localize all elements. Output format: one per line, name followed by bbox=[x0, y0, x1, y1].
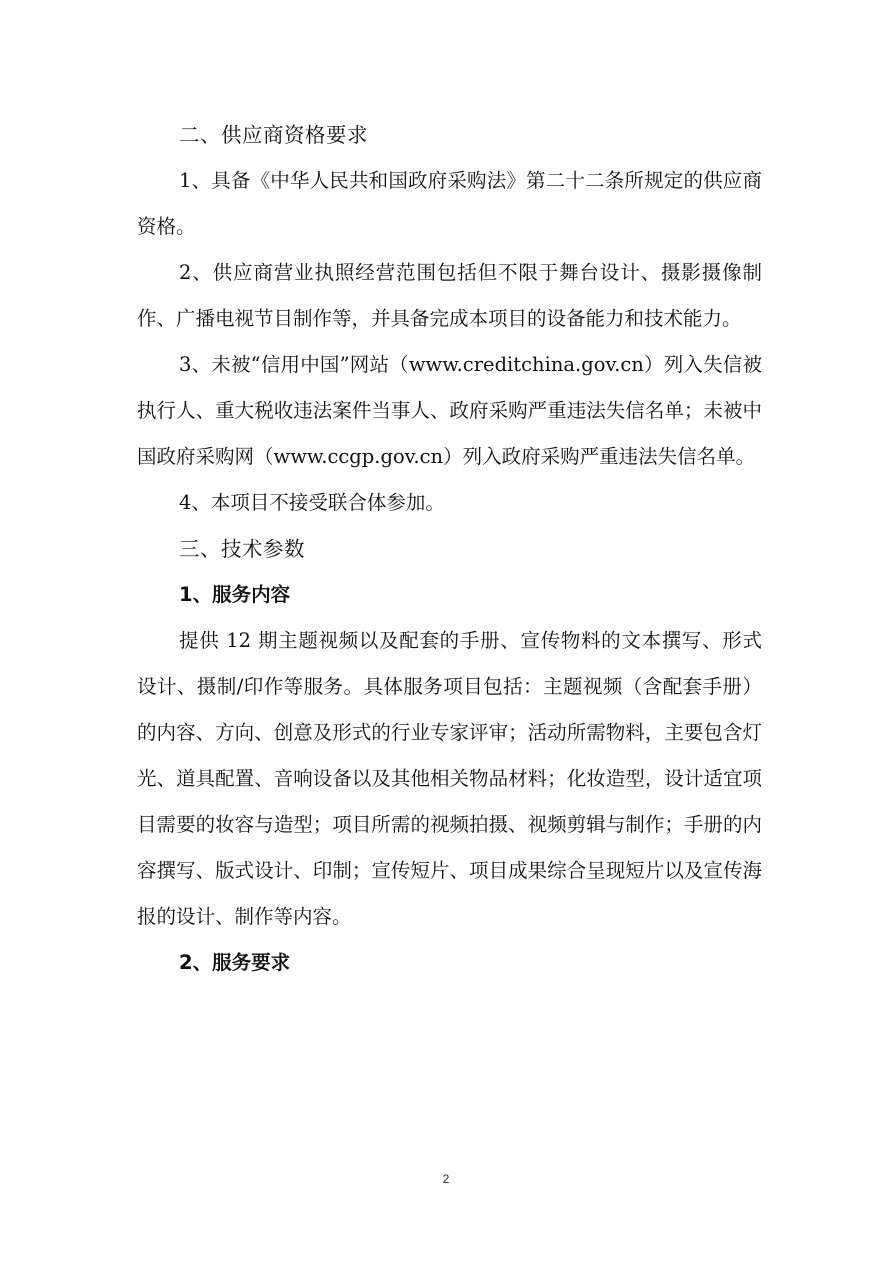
qualification-item-3: 3、未被“信用中国”网站（www.creditchina.gov.cn）列入失信被执行人、重大税收违法案件当事人、政府采购严重违法失信名单；未被中国政府采购网（www.ccgp.gov.cn）列入政府采购严重违法失信名单。 bbox=[137, 353, 762, 468]
section-heading-technical-parameters: 三、技术参数 bbox=[179, 537, 305, 561]
page-content bbox=[137, 112, 762, 986]
qualification-item-4: 4、本项目不接受联合体参加。 bbox=[179, 491, 445, 514]
qualification-item-2: 2、供应商营业执照经营范围包括但不限于舞台设计、摄影摄像制作、广播电视节目制作等，并具备完成本项目的设备能力和技术能力。 bbox=[137, 261, 762, 330]
section-heading-supplier-qualifications: 二、供应商资格要求 bbox=[179, 123, 368, 147]
page-number: 2 bbox=[442, 1172, 450, 1186]
qualification-item-1: 1、具备《中华人民共和国政府采购法》第二十二条所规定的供应商资格。 bbox=[137, 169, 762, 238]
subheading-service-content: 1、服务内容 bbox=[179, 583, 291, 606]
service-content-paragraph: 提供 12 期主题视频以及配套的手册、宣传物料的文本撰写、形式设计、摄制/印作等服务。具体服务项目包括：主题视频（含配套手册）的内容、方向、创意及形式的行业专家评审；活动所需物料，主要包含灯光、道具配置、音响设备以及其他相关物品材料；化妆造型，设计适宜项目需要的妆容与造型；项目所需的视频拍摄、视频剪辑与制作；手册的内容撰写、版式设计、印制；宣传短片、项目成果综合呈现短片以及宣传海报的设计、制作等内容。 bbox=[137, 629, 762, 928]
subheading-service-requirements: 2、服务要求 bbox=[179, 951, 291, 974]
